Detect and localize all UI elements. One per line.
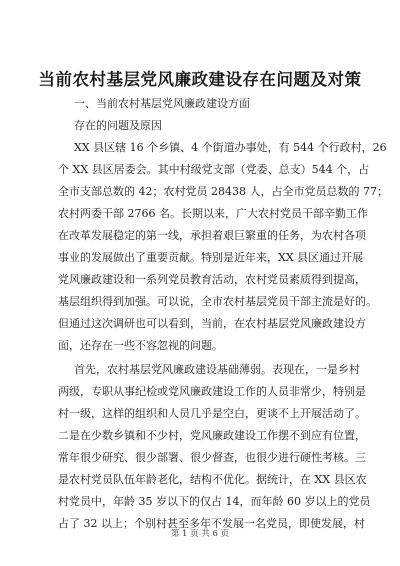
page-footer: 第 1 页 共 6 页 <box>170 529 230 539</box>
paragraph-line: 事业的发展做出了重要贡献。特别是近年来，XX 县区通过开展 <box>58 251 364 264</box>
paragraph-line: 全市支部总数的 42；农村党员 28438 人，占全市党员总数的 77； <box>58 185 388 198</box>
paragraph-line: 基层组织得到加强。可以说，全市农村基层党员干部主流是好的。 <box>58 295 377 308</box>
paragraph-line: 村党员中，年龄 35 岁以下的仅占 14，而年龄 60 岁以上的党员 <box>58 495 371 508</box>
paragraph-line: 二是在少数乡镇和不少村，党风廉政建设工作摆不到应有位置， <box>58 429 366 442</box>
document-title: 当前农村基层党风廉政建设存在问题及对策 <box>38 70 362 89</box>
paragraph-line: 占了 32 以上；个别村甚至多年不发展一名党员，即使发展，村 <box>58 517 365 530</box>
subheading: 存在的问题及原因 <box>74 119 162 132</box>
paragraph-line: 首先，农村基层党风廉政建设基础薄弱。表现在，一是乡村 <box>74 363 360 376</box>
paragraph-line: 党风廉政建设和一系列党员教育活动，农村党员素质得到提高， <box>58 273 366 286</box>
paragraph-line: 常年很少研究、很少部署、很少督查，也很少进行硬性考核。三 <box>58 451 366 464</box>
paragraph-line: 在改革发展稳定的第一线，承担着艰巨繁重的任务，为农村各项 <box>58 229 366 242</box>
paragraph-line: XX 县区辖 16 个乡镇、4 个街道办事处，有 544 个行政村，26 <box>74 141 387 154</box>
paragraph-line: 两级，专职从事纪检或党风廉政建设工作的人员非常少，特别是 <box>58 385 366 398</box>
section-heading: 一、当前农村基层党风廉政建设方面 <box>74 97 250 110</box>
paragraph-line: 面，还存在一些不容忽视的问题。 <box>58 339 223 352</box>
paragraph-line: 农村两委干部 2766 名。长期以来，广大农村党员干部辛勤工作 <box>58 207 368 220</box>
paragraph-line: 是农村党员队伍年龄老化，结构不优化。据统计，在 XX 县区农 <box>58 473 367 486</box>
paragraph-line: 个 XX 县区居委会。其中村级党支部（党委、总支）544 个，占 <box>58 163 370 176</box>
paragraph-line: 但通过这次调研也可以看到，当前，在农村基层党风廉政建设方 <box>58 317 366 330</box>
paragraph-line: 村一级，这样的组织和人员几乎是空白，更谈不上开展活动了。 <box>58 407 366 420</box>
